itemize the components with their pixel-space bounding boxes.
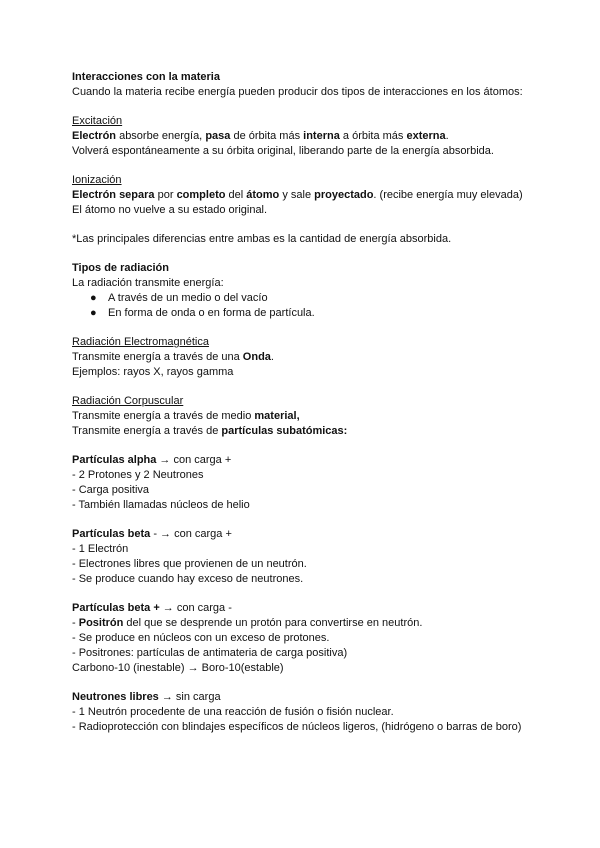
document-page bbox=[72, 70, 552, 735]
list-item: - Radioprotección con blindajes específicos de núcleos ligeros, (hidrógeno o barras de boro) bbox=[72, 721, 522, 733]
list-item: - 1 Electrón bbox=[72, 543, 129, 555]
excitacion-line-1: Electrón absorbe energía, pasa de órbita más interna a órbita más externa. bbox=[72, 130, 449, 142]
list-item: ● A través de un medio o del vacío bbox=[90, 292, 268, 304]
intro-text: Cuando la materia recibe energía pueden producir dos tipos de interacciones en los átomos: bbox=[72, 86, 523, 98]
list-item: - 2 Protones y 2 Neutrones bbox=[72, 469, 204, 481]
heading-corpuscular: Radiación Corpuscular bbox=[72, 395, 184, 407]
list-item: - Se produce cuando hay exceso de neutrones. bbox=[72, 573, 304, 585]
em-line-1: Transmite energía a través de una Onda. bbox=[72, 351, 274, 363]
heading-electromagnetica: Radiación Electromagnética bbox=[72, 336, 209, 348]
list-item: - 1 Neutrón procedente de una reacción de fusión o fisión nuclear. bbox=[72, 706, 394, 718]
tipos-intro: La radiación transmite energía: bbox=[72, 277, 224, 289]
list-item: - Electrones libres que provienen de un neutrón. bbox=[72, 558, 307, 570]
list-item: ● En forma de onda o en forma de partícula. bbox=[90, 307, 315, 319]
ionizacion-line-1: Electrón separa por completo del átomo y sale proyectado. (recibe energía muy elevada) bbox=[72, 189, 523, 201]
neutrones-title: Neutrones libres → sin carga bbox=[72, 691, 221, 703]
section-title-tipos: Tipos de radiación bbox=[72, 262, 169, 274]
heading-ionizacion: Ionización bbox=[72, 174, 122, 186]
ionizacion-line-2: El átomo no vuelve a su estado original. bbox=[72, 204, 268, 216]
em-line-2: Ejemplos: rayos X, rayos gamma bbox=[72, 366, 234, 378]
list-item: Carbono-10 (inestable) → Boro-10(estable) bbox=[72, 662, 284, 674]
section-title-interacciones: Interacciones con la materia bbox=[72, 71, 220, 83]
alpha-title: Partículas alpha → con carga + bbox=[72, 454, 232, 466]
tipos-bullet-list bbox=[72, 291, 552, 321]
heading-excitacion: Excitación bbox=[72, 115, 123, 127]
beta-minus-title: Partículas beta - → con carga + bbox=[72, 528, 232, 540]
bullet-icon: ● bbox=[90, 307, 97, 319]
corp-line-1: Transmite energía a través de medio material, bbox=[72, 410, 300, 422]
list-item: - Se produce en núcleos con un exceso de protones. bbox=[72, 632, 330, 644]
note-text: *Las principales diferencias entre ambas es la cantidad de energía absorbida. bbox=[72, 233, 452, 245]
list-item: - Positrón del que se desprende un protón para convertirse en neutrón. bbox=[72, 617, 423, 629]
excitacion-line-2: Volverá espontáneamente a su órbita original, liberando parte de la energía absorbida. bbox=[72, 145, 494, 157]
corp-line-2: Transmite energía a través de partículas subatómicas: bbox=[72, 425, 348, 437]
list-item: - Positrones: partículas de antimateria de carga positiva) bbox=[72, 647, 348, 659]
beta-plus-title: Partículas beta + → con carga - bbox=[72, 602, 232, 614]
list-item: - También llamadas núcleos de helio bbox=[72, 499, 250, 511]
bullet-icon: ● bbox=[90, 292, 97, 304]
list-item: - Carga positiva bbox=[72, 484, 150, 496]
